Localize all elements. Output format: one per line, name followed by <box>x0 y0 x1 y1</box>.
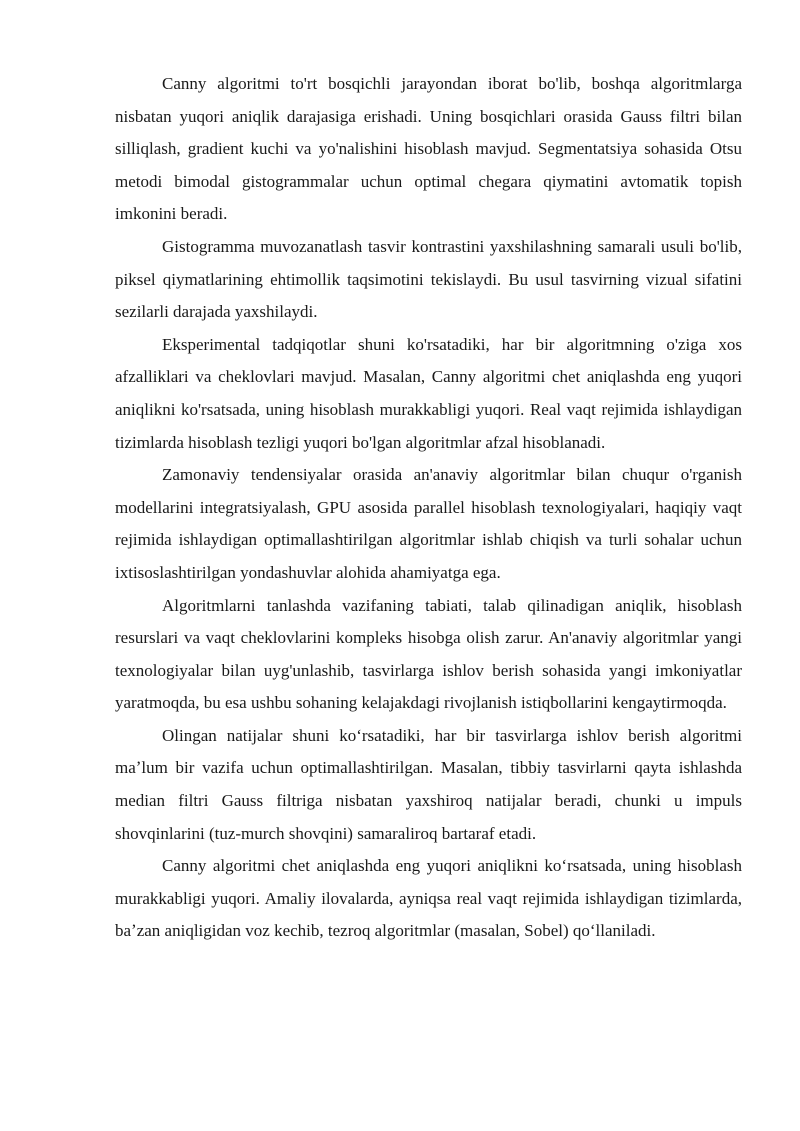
paragraph-1: Canny algoritmi to'rt bosqichli jarayondan iborat bo'lib, boshqa algoritmlarga nisbatan yuqori aniqlik darajasiga erishadi. Uning bosqichlari orasida Gauss filtri bilan silliqlash, gradient kuchi va yo'nalishini hisoblash mavjud. Segmentatsiya sohasida Otsu metodi bimodal gistogrammalar uchun optimal chegara qiymatini avtomatik topish imkonini beradi. <box>115 74 742 224</box>
paragraph-7: Canny algoritmi chet aniqlashda eng yuqori aniqlikni koʻrsatsada, uning hisoblash murakkabligi yuqori. Amaliy ilovalarda, ayniqsa real vaqt rejimida ishlaydigan tizimlarda, baʼzan aniqligidan voz kechib, tezroq algoritmlar (masalan, Sobel) qoʻllaniladi. <box>115 856 742 941</box>
paragraph-5: Algoritmlarni tanlashda vazifaning tabiati, talab qilinadigan aniqlik, hisoblash resurslari va vaqt cheklovlarini kompleks hisobga olish zarur. An'anaviy algoritmlar yangi texnologiyalar bilan uyg'unlashib, tasvirlarga ishlov berish sohasida yangi imkoniyatlar yaratmoqda, bu esa ushbu sohaning kelajakdagi rivojlanish istiqbollarini kengaytirmoqda. <box>115 595 742 713</box>
paragraph-2: Gistogramma muvozanatlash tasvir kontrastini yaxshilashning samarali usuli bo'lib, piksel qiymatlarining ehtimollik taqsimotini tekislaydi. Bu usul tasvirning vizual sifatini sezilarli darajada yaxshilaydi. <box>115 236 742 322</box>
paragraph-3: Eksperimental tadqiqotlar shuni ko'rsatadiki, har bir algoritmning o'ziga xos afzalliklari va cheklovlari mavjud. Masalan, Canny algoritmi chet aniqlashda eng yuqori aniqlikni ko'rsatsada, uning hisoblash murakkabligi yuqori. Real vaqt rejimida ishlaydigan tizimlarda hisoblash tezligi yuqori bo'lgan algoritmlar afzal hisoblanadi. <box>115 334 742 452</box>
paragraph-4: Zamonaviy tendensiyalar orasida an'anaviy algoritmlar bilan chuqur o'rganish modellarini integratsiyalash, GPU asosida parallel hisoblash texnologiyalari, haqiqiy vaqt rejimida ishlaydigan optimallashtirilgan algoritmlar ishlab chiqish va turli sohalar uchun ixtisoslashtirilgan yondashuvlar alohida ahamiyatga ega. <box>115 465 742 582</box>
paragraph-6: Olingan natijalar shuni koʻrsatadiki, har bir tasvirlarga ishlov berish algoritmi maʼlum bir vazifa uchun optimallashtirilgan. Masalan, tibbiy tasvirlarni qayta ishlashda median filtri Gauss filtriga nisbatan yaxshiroq natijalar beradi, chunki u impuls shovqinlarini (tuz-murch shovqini) samaraliroq bartaraf etadi. <box>115 725 742 843</box>
